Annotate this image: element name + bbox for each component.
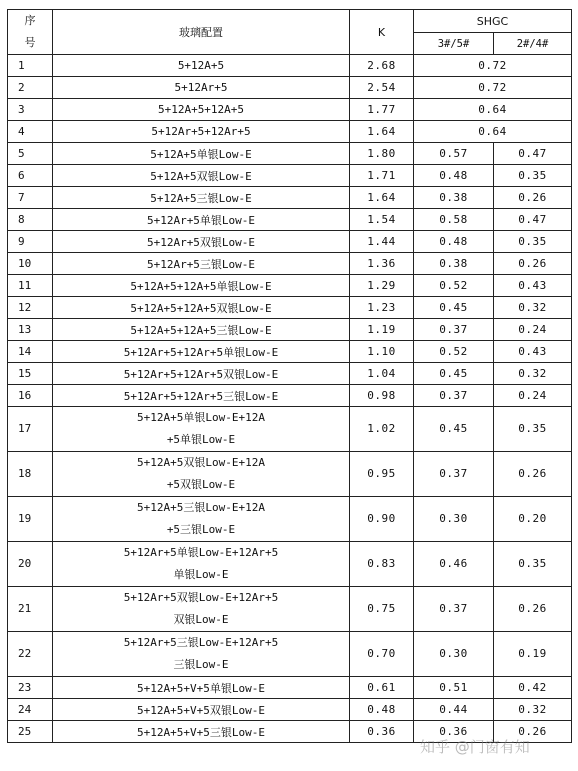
glass-config-line: 5+12A+5+V+5单银Low-E bbox=[137, 681, 265, 695]
glass-config-cell bbox=[53, 77, 350, 99]
shgc-2-4-value: 0.26 bbox=[494, 452, 572, 497]
shgc-3-5-value: 0.45 bbox=[414, 297, 494, 319]
glass-config-line: 5+12Ar+5+12Ar+5单银Low-E bbox=[123, 345, 279, 359]
glass-config-line: +5单银Low-E bbox=[166, 433, 236, 446]
table-row bbox=[8, 143, 572, 165]
shgc-3-5-value: 0.46 bbox=[414, 542, 494, 587]
table-row bbox=[8, 407, 572, 452]
glass-config-line: 5+12Ar+5+12Ar+5 bbox=[151, 125, 251, 138]
glass-config-cell bbox=[53, 542, 350, 587]
header-shgc: SHGC bbox=[414, 10, 572, 33]
row-number: 23 bbox=[8, 677, 53, 699]
table-row bbox=[8, 297, 572, 319]
header-glass-config: 玻璃配置 bbox=[53, 10, 350, 55]
glass-config-cell bbox=[53, 121, 350, 143]
glass-config-line: 5+12Ar+5单银Low-E bbox=[146, 213, 256, 227]
glass-config-cell bbox=[53, 165, 350, 187]
glass-config-cell bbox=[53, 385, 350, 407]
shgc-3-5-value: 0.48 bbox=[414, 165, 494, 187]
table-row bbox=[8, 452, 572, 497]
glass-config-line: 5+12Ar+5三银Low-E bbox=[146, 257, 256, 271]
glass-config-line: 双银Low-E bbox=[173, 613, 229, 626]
header-seq-label: 序号 bbox=[24, 14, 36, 49]
glass-config-line: 5+12A+5双银Low-E bbox=[150, 169, 252, 183]
glass-spec-table bbox=[7, 9, 572, 743]
glass-config-cell bbox=[53, 209, 350, 231]
shgc-3-5-value: 0.51 bbox=[414, 677, 494, 699]
shgc-2-4-value: 0.32 bbox=[494, 297, 572, 319]
shgc-2-4-value: 0.32 bbox=[494, 699, 572, 721]
glass-config-line: 5+12A+5单银Low-E bbox=[150, 147, 252, 161]
glass-config-cell bbox=[53, 341, 350, 363]
table-row bbox=[8, 253, 572, 275]
shgc-3-5-value: 0.37 bbox=[414, 587, 494, 632]
k-value: 0.75 bbox=[350, 587, 414, 632]
row-number: 12 bbox=[8, 297, 53, 319]
k-value: 0.48 bbox=[350, 699, 414, 721]
k-value: 1.64 bbox=[350, 121, 414, 143]
glass-config-line: 5+12Ar+5双银Low-E bbox=[146, 235, 256, 249]
row-number: 10 bbox=[8, 253, 53, 275]
header-shgc-2-4: 2#/4# bbox=[494, 33, 572, 55]
shgc-value: 0.72 bbox=[414, 55, 572, 77]
row-number: 4 bbox=[8, 121, 53, 143]
row-number: 2 bbox=[8, 77, 53, 99]
k-value: 0.83 bbox=[350, 542, 414, 587]
shgc-2-4-value: 0.26 bbox=[494, 587, 572, 632]
shgc-3-5-value: 0.38 bbox=[414, 253, 494, 275]
glass-config-line: 5+12Ar+5双银Low-E+12Ar+5 bbox=[123, 591, 279, 604]
k-value: 1.77 bbox=[350, 99, 414, 121]
table-row bbox=[8, 363, 572, 385]
shgc-value: 0.64 bbox=[414, 99, 572, 121]
shgc-2-4-value: 0.24 bbox=[494, 319, 572, 341]
table-row bbox=[8, 77, 572, 99]
shgc-2-4-value: 0.47 bbox=[494, 143, 572, 165]
header-seq bbox=[8, 10, 53, 55]
glass-config-line: 5+12Ar+5单银Low-E+12Ar+5 bbox=[123, 546, 279, 559]
row-number: 3 bbox=[8, 99, 53, 121]
glass-config-line: 5+12A+5三银Low-E bbox=[150, 191, 252, 205]
table-row bbox=[8, 542, 572, 587]
glass-config-cell bbox=[53, 452, 350, 497]
shgc-3-5-value: 0.58 bbox=[414, 209, 494, 231]
table-row bbox=[8, 497, 572, 542]
k-value: 1.54 bbox=[350, 209, 414, 231]
table-row bbox=[8, 187, 572, 209]
k-value: 2.54 bbox=[350, 77, 414, 99]
glass-config-line: 5+12A+5三银Low-E+12A bbox=[137, 501, 265, 514]
k-value: 1.02 bbox=[350, 407, 414, 452]
table-row bbox=[8, 121, 572, 143]
header-shgc-3-5: 3#/5# bbox=[414, 33, 494, 55]
glass-config-cell bbox=[53, 319, 350, 341]
shgc-2-4-value: 0.19 bbox=[494, 632, 572, 677]
k-value: 1.29 bbox=[350, 275, 414, 297]
row-number: 14 bbox=[8, 341, 53, 363]
shgc-2-4-value: 0.26 bbox=[494, 253, 572, 275]
glass-config-line: 5+12Ar+5三银Low-E+12Ar+5 bbox=[123, 636, 279, 649]
table-row bbox=[8, 699, 572, 721]
table-row bbox=[8, 55, 572, 77]
k-value: 0.70 bbox=[350, 632, 414, 677]
row-number: 11 bbox=[8, 275, 53, 297]
glass-config-line: 三银Low-E bbox=[173, 658, 229, 671]
k-value: 0.95 bbox=[350, 452, 414, 497]
table-row bbox=[8, 587, 572, 632]
table-row bbox=[8, 341, 572, 363]
glass-config-line: 5+12A+5+12A+5双银Low-E bbox=[130, 301, 272, 315]
table-row bbox=[8, 275, 572, 297]
k-value: 1.80 bbox=[350, 143, 414, 165]
glass-config-line: +5三银Low-E bbox=[166, 523, 236, 536]
glass-config-line: 5+12Ar+5+12Ar+5三银Low-E bbox=[123, 389, 279, 403]
glass-config-line: 5+12A+5+V+5双银Low-E bbox=[137, 703, 265, 717]
glass-config-line: +5双银Low-E bbox=[166, 478, 236, 491]
shgc-3-5-value: 0.45 bbox=[414, 363, 494, 385]
glass-config-cell bbox=[53, 143, 350, 165]
glass-config-cell bbox=[53, 99, 350, 121]
table-body bbox=[8, 55, 572, 743]
glass-config-cell bbox=[53, 275, 350, 297]
glass-config-cell bbox=[53, 721, 350, 743]
glass-config-cell bbox=[53, 231, 350, 253]
glass-config-cell bbox=[53, 253, 350, 275]
shgc-2-4-value: 0.43 bbox=[494, 275, 572, 297]
shgc-2-4-value: 0.24 bbox=[494, 385, 572, 407]
row-number: 22 bbox=[8, 632, 53, 677]
shgc-3-5-value: 0.44 bbox=[414, 699, 494, 721]
k-value: 1.36 bbox=[350, 253, 414, 275]
shgc-3-5-value: 0.37 bbox=[414, 452, 494, 497]
glass-config-line: 5+12Ar+5+12Ar+5双银Low-E bbox=[123, 367, 279, 381]
row-number: 17 bbox=[8, 407, 53, 452]
glass-config-line: 5+12Ar+5 bbox=[174, 81, 228, 94]
row-number: 7 bbox=[8, 187, 53, 209]
row-number: 16 bbox=[8, 385, 53, 407]
shgc-3-5-value: 0.52 bbox=[414, 275, 494, 297]
shgc-value: 0.72 bbox=[414, 77, 572, 99]
table-row bbox=[8, 677, 572, 699]
k-value: 1.64 bbox=[350, 187, 414, 209]
watermark: 知乎 @门窗有知 bbox=[420, 738, 530, 756]
glass-config-line: 5+12A+5 bbox=[177, 59, 225, 72]
glass-config-line: 单银Low-E bbox=[173, 568, 229, 581]
shgc-2-4-value: 0.26 bbox=[494, 721, 572, 743]
shgc-2-4-value: 0.26 bbox=[494, 187, 572, 209]
shgc-2-4-value: 0.35 bbox=[494, 231, 572, 253]
glass-config-cell bbox=[53, 632, 350, 677]
row-number: 8 bbox=[8, 209, 53, 231]
shgc-2-4-value: 0.35 bbox=[494, 542, 572, 587]
shgc-2-4-value: 0.42 bbox=[494, 677, 572, 699]
shgc-2-4-value: 0.43 bbox=[494, 341, 572, 363]
row-number: 5 bbox=[8, 143, 53, 165]
k-value: 2.68 bbox=[350, 55, 414, 77]
shgc-2-4-value: 0.20 bbox=[494, 497, 572, 542]
shgc-3-5-value: 0.48 bbox=[414, 231, 494, 253]
table-row bbox=[8, 632, 572, 677]
k-value: 1.71 bbox=[350, 165, 414, 187]
shgc-3-5-value: 0.45 bbox=[414, 407, 494, 452]
row-number: 15 bbox=[8, 363, 53, 385]
header-k: K bbox=[350, 10, 414, 55]
glass-config-line: 5+12A+5单银Low-E+12A bbox=[137, 411, 265, 424]
glass-config-cell bbox=[53, 587, 350, 632]
shgc-3-5-value: 0.57 bbox=[414, 143, 494, 165]
shgc-3-5-value: 0.36 bbox=[414, 721, 494, 743]
shgc-2-4-value: 0.35 bbox=[494, 165, 572, 187]
k-value: 0.61 bbox=[350, 677, 414, 699]
glass-config-cell bbox=[53, 407, 350, 452]
glass-config-cell bbox=[53, 363, 350, 385]
glass-config-line: 5+12A+5+12A+5 bbox=[157, 103, 245, 116]
row-number: 20 bbox=[8, 542, 53, 587]
glass-config-cell bbox=[53, 297, 350, 319]
glass-config-line: 5+12A+5双银Low-E+12A bbox=[137, 456, 265, 469]
table-row bbox=[8, 385, 572, 407]
k-value: 0.90 bbox=[350, 497, 414, 542]
k-value: 1.23 bbox=[350, 297, 414, 319]
row-number: 21 bbox=[8, 587, 53, 632]
shgc-3-5-value: 0.30 bbox=[414, 632, 494, 677]
shgc-2-4-value: 0.32 bbox=[494, 363, 572, 385]
shgc-value: 0.64 bbox=[414, 121, 572, 143]
table-row bbox=[8, 99, 572, 121]
glass-config-line: 5+12A+5+12A+5单银Low-E bbox=[130, 279, 272, 293]
row-number: 9 bbox=[8, 231, 53, 253]
shgc-3-5-value: 0.30 bbox=[414, 497, 494, 542]
k-value: 1.19 bbox=[350, 319, 414, 341]
table-row bbox=[8, 319, 572, 341]
glass-config-cell bbox=[53, 699, 350, 721]
row-number: 1 bbox=[8, 55, 53, 77]
row-number: 6 bbox=[8, 165, 53, 187]
shgc-3-5-value: 0.52 bbox=[414, 341, 494, 363]
shgc-2-4-value: 0.47 bbox=[494, 209, 572, 231]
glass-config-line: 5+12A+5+12A+5三银Low-E bbox=[130, 323, 272, 337]
glass-config-cell bbox=[53, 497, 350, 542]
table-row bbox=[8, 209, 572, 231]
shgc-3-5-value: 0.38 bbox=[414, 187, 494, 209]
k-value: 1.44 bbox=[350, 231, 414, 253]
glass-config-line: 5+12A+5+V+5三银Low-E bbox=[137, 725, 265, 739]
row-number: 18 bbox=[8, 452, 53, 497]
k-value: 0.36 bbox=[350, 721, 414, 743]
table-row bbox=[8, 721, 572, 743]
shgc-3-5-value: 0.37 bbox=[414, 385, 494, 407]
k-value: 0.98 bbox=[350, 385, 414, 407]
row-number: 13 bbox=[8, 319, 53, 341]
row-number: 25 bbox=[8, 721, 53, 743]
row-number: 19 bbox=[8, 497, 53, 542]
glass-config-cell bbox=[53, 677, 350, 699]
glass-config-cell bbox=[53, 55, 350, 77]
shgc-3-5-value: 0.37 bbox=[414, 319, 494, 341]
row-number: 24 bbox=[8, 699, 53, 721]
shgc-2-4-value: 0.35 bbox=[494, 407, 572, 452]
table-row bbox=[8, 165, 572, 187]
k-value: 1.04 bbox=[350, 363, 414, 385]
table-row bbox=[8, 231, 572, 253]
glass-config-cell bbox=[53, 187, 350, 209]
k-value: 1.10 bbox=[350, 341, 414, 363]
